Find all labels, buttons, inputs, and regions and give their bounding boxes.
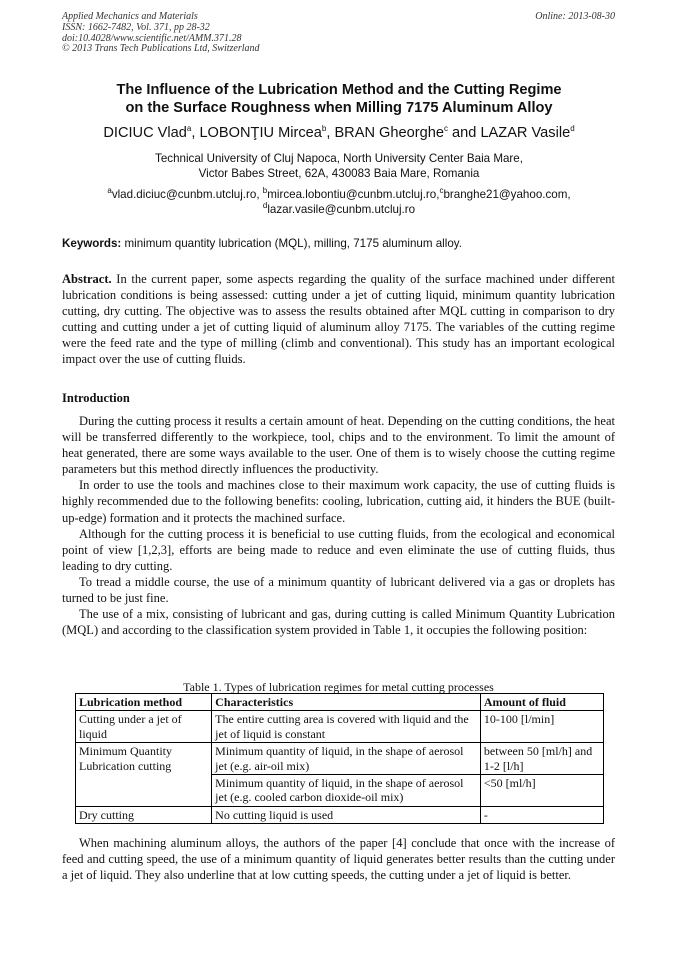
email-link[interactable]: mircea.lobontiu@cunbm.utcluj.ro, — [267, 188, 440, 201]
author-name: DICIUC Vlad — [103, 125, 187, 141]
abstract-text: In the current paper, some aspects regarding the quality of the surface machined under different lubrication conditions is being assessed: cutting under a jet of cutting liquid, minimum quantity lubrication cutting, dry cutting. The objective was to assess the results obtained after MQL cutting in comparison to dry cutting and cutting under a jet of cutting liquid of aluminum alloy 7175. The variables of the cutting regime were the feed rate and the type of milling (climb and conventional). This study has an important ecological impact over the use of cutting fluids. — [62, 272, 615, 367]
email-link[interactable]: lazar.vasile@cunbm.utcluj.ro — [267, 203, 416, 216]
keywords — [62, 236, 616, 251]
title-line-1: The Influence of the Lubrication Method and the Cutting Regime — [116, 82, 562, 98]
paragraph: The use of a mix, consisting of lubricant and gas, during cutting is called Minimum Quantity Lubrication (MQL) and according to the classification system provided in Table 1, it occupies the following position: — [62, 607, 615, 638]
email-link[interactable]: branghe21@yahoo.com, — [443, 188, 571, 201]
table-cell: No cutting liquid is used — [212, 806, 481, 823]
issn-line: ISSN: 1662-7482, Vol. 371, pp 28-32 — [62, 21, 210, 33]
paragraph: To tread a middle course, the use of a minimum quantity of lubricant delivered via a gas or droplets has turned to be just fine. — [62, 574, 615, 606]
keywords-text: minimum quantity lubrication (MQL), milling, 7175 aluminum alloy. — [121, 237, 462, 250]
abstract-label: Abstract. — [62, 272, 112, 286]
paper-title — [62, 81, 616, 117]
section-heading-introduction: Introduction — [62, 391, 130, 405]
paragraph: During the cutting process it results a certain amount of heat. Depending on the cutting conditions, the heat will be transferred differently to the workpiece, tool, chips and to the environment. To limit the amount of heat generated, there are some ways available to the user. One of them is to wisely choose the cutting regime parameters but this method directly influences the productivity. — [62, 414, 615, 477]
table-row — [76, 743, 604, 775]
table-cell: Minimum quantity of liquid, in the shape of aerosol jet (e.g. cooled carbon dioxide-oil mix) — [212, 775, 481, 807]
affiliation — [62, 151, 616, 181]
affiliation-line-1: Technical University of Cluj Napoca, North University Center Baia Mare, — [155, 152, 523, 165]
author-affil-mark: b — [321, 124, 327, 134]
table-caption: Table 1. Types of lubrication regimes for metal cutting processes — [183, 680, 494, 694]
author-name: LOBONŢIU Mircea — [199, 125, 322, 141]
copyright-line: © 2013 Trans Tech Publications Ltd, Switzerland — [62, 43, 260, 55]
email-link[interactable]: vlad.diciuc@cunbm.utcluj.ro, — [111, 188, 263, 201]
abstract — [62, 271, 615, 368]
table-row — [76, 711, 604, 743]
table-cell: Dry cutting — [76, 806, 212, 823]
email-mark: d — [262, 201, 268, 211]
author-name: LAZAR Vasile — [480, 125, 571, 141]
journal-header — [62, 12, 260, 55]
table-cell: between 50 [ml/h] and 1-2 [l/h] — [480, 743, 603, 775]
email-mark: b — [262, 186, 268, 196]
author-emails — [62, 187, 616, 217]
affiliation-line-2: Victor Babes Street, 62A, 430083 Baia Mare, Romania — [198, 167, 480, 180]
author-affil-mark: c — [443, 124, 448, 134]
table-cell: Minimum Quantity Lubrication cutting — [76, 743, 212, 807]
journal-name: Applied Mechanics and Materials — [62, 11, 198, 22]
column-header: Lubrication method — [76, 694, 212, 711]
table-cell: Minimum quantity of liquid, in the shape of aerosol jet (e.g. air-oil mix) — [212, 743, 481, 775]
author-list — [62, 124, 616, 142]
email-mark: c — [439, 186, 444, 196]
paragraph: When machining aluminum alloys, the authors of the paper [4] conclude that once with the increase of feed and cutting speed, the use of a minimum quantity of liquid generates better results than the cutting under a jet of liquid. They also underline that at low cutting speeds, the cutting under a jet of liquid is better. — [62, 836, 615, 883]
table-cell: The entire cutting area is covered with liquid and the jet of liquid is constant — [212, 711, 481, 743]
paragraph: In order to use the tools and machines close to their maximum work capacity, the use of cutting fluids is highly recommended due to the following benefits: cooling, lubrication, cutting aid, it hinders the BUE (built-up-edge) formation and it protects the machined surface. — [62, 478, 615, 525]
author-affil-mark: d — [570, 124, 575, 134]
table-cell: <50 [ml/h] — [480, 775, 603, 807]
paragraph: Although for the cutting process it is beneficial to use cutting fluids, from the ecological and economical point of view [1,2,3], efforts are being made to reduce and even eliminate the use of cutting fluids, thus leading to dry cutting. — [62, 526, 615, 573]
author-affil-mark: a — [186, 124, 192, 134]
author-separator: , — [326, 125, 335, 141]
author-separator: and — [447, 125, 481, 141]
column-header: Characteristics — [212, 694, 481, 711]
keywords-label: Keywords: — [62, 237, 122, 250]
table-row — [76, 806, 604, 823]
online-date: Online: 2013-08-30 — [535, 11, 615, 22]
author-name: BRAN Gheorghe — [334, 125, 444, 141]
column-header: Amount of fluid — [480, 694, 603, 711]
email-mark: a — [107, 186, 112, 196]
doi-line: doi:10.4028/www.scientific.net/AMM.371.28 — [62, 32, 242, 44]
introduction-body — [62, 413, 615, 638]
post-table-body — [62, 835, 615, 883]
title-line-2: on the Surface Roughness when Milling 7175 Aluminum Alloy — [125, 100, 553, 116]
lubrication-regimes-table — [75, 693, 604, 824]
table-cell: Cutting under a jet of liquid — [76, 711, 212, 743]
author-separator: , — [191, 125, 200, 141]
table-header-row — [76, 694, 604, 711]
table-cell: - — [480, 806, 603, 823]
table-cell: 10-100 [l/min] — [480, 711, 603, 743]
